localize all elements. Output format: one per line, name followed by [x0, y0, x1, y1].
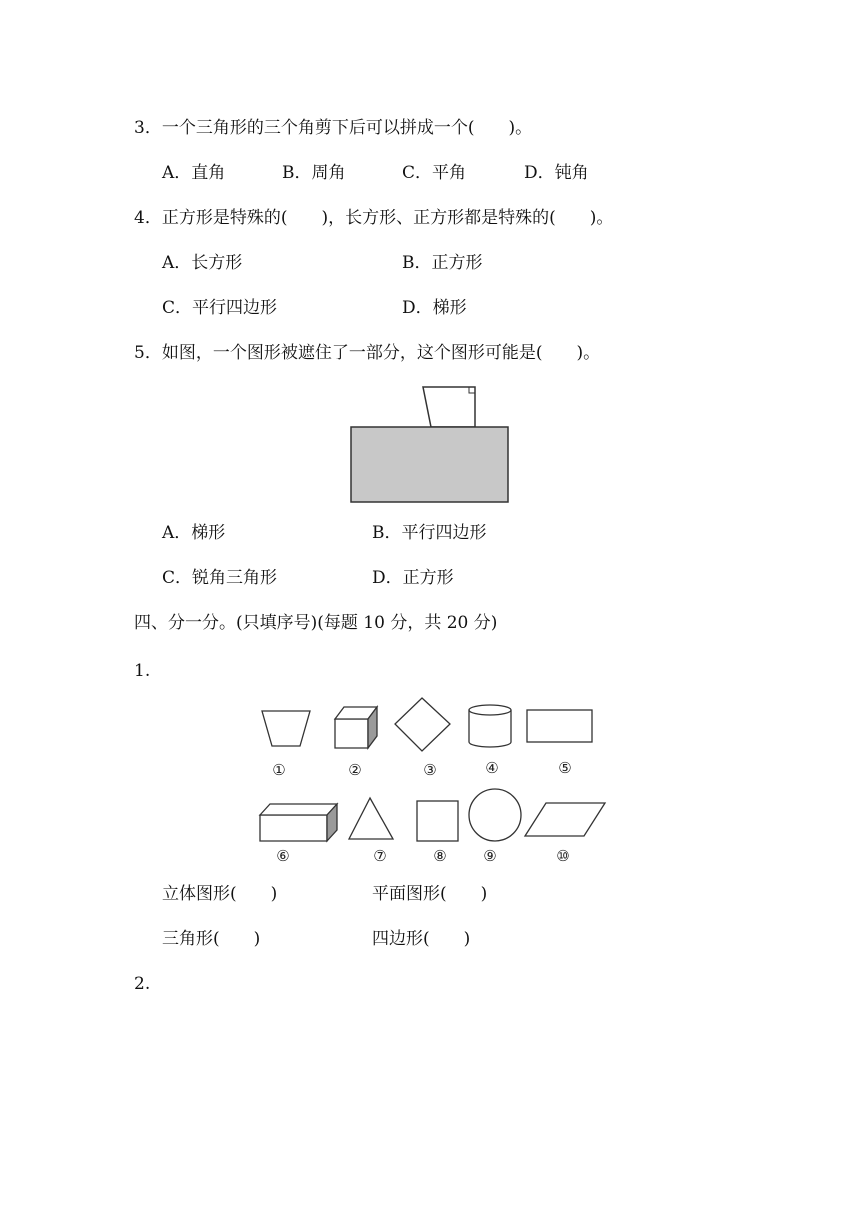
blank-plane-shapes: 平面图形( ): [372, 884, 488, 904]
cuboid-shape: [260, 804, 337, 841]
q4-option-b: B．正方形: [402, 253, 483, 273]
shape-label-6: ⑥: [276, 847, 290, 865]
section-4-q1-number: 1.: [134, 661, 151, 681]
q5-option-c: C．锐角三角形: [162, 568, 278, 588]
shape-label-8: ⑧: [433, 847, 447, 865]
shape-label-9: ⑨: [483, 847, 497, 865]
q5-stem: 5．如图，一个图形被遮住了一部分，这个图形可能是( )。: [134, 343, 601, 363]
q3-option-d: D．钝角: [524, 163, 589, 183]
q3-stem: 3．一个三角形的三个角剪下后可以拼成一个( )。: [134, 118, 533, 138]
trapezoid-shape: [262, 711, 310, 746]
shape-label-1: ①: [272, 761, 286, 779]
shape-label-2: ②: [348, 761, 362, 779]
cover-rectangle: [351, 427, 508, 502]
square-shape: [417, 801, 458, 841]
blank-solid-shapes: 立体图形( ): [162, 884, 278, 904]
shapes-classification-figure: [250, 695, 620, 875]
section-4-heading: 四、分一分。(只填序号)(每题 10 分，共 20 分): [134, 613, 498, 633]
rectangle-shape: [527, 710, 592, 742]
shape-label-4: ④: [485, 759, 499, 777]
q5-covered-shape-figure: [340, 380, 520, 505]
circle-shape: [469, 789, 521, 841]
shape-label-10: ⑩: [556, 847, 570, 865]
section-4-q2-number: 2.: [134, 974, 151, 994]
q3-option-a: A．直角: [162, 163, 226, 183]
shape-label-5: ⑤: [558, 759, 572, 777]
q3-option-b: B．周角: [282, 163, 346, 183]
shape-label-7: ⑦: [373, 847, 387, 865]
q3-option-c: C．平角: [402, 163, 467, 183]
q4-option-a: A．长方形: [162, 253, 243, 273]
q5-option-d: D．正方形: [372, 568, 454, 588]
cube-shape: [335, 707, 377, 748]
cylinder-shape: [469, 705, 511, 747]
q4-stem: 4．正方形是特殊的( )，长方形、正方形都是特殊的( )。: [134, 208, 614, 228]
shape-label-3: ③: [423, 761, 437, 779]
q5-option-b: B．平行四边形: [372, 523, 487, 543]
q4-option-c: C．平行四边形: [162, 298, 278, 318]
rotated-square-shape: [395, 698, 450, 751]
blank-quadrilaterals: 四边形( ): [372, 929, 471, 949]
blank-triangles: 三角形( ): [162, 929, 261, 949]
parallelogram-shape: [525, 803, 605, 836]
q5-option-a: A．梯形: [162, 523, 226, 543]
q4-option-d: D．梯形: [402, 298, 467, 318]
triangle-shape: [349, 798, 393, 839]
partial-quadrilateral: [423, 387, 475, 427]
